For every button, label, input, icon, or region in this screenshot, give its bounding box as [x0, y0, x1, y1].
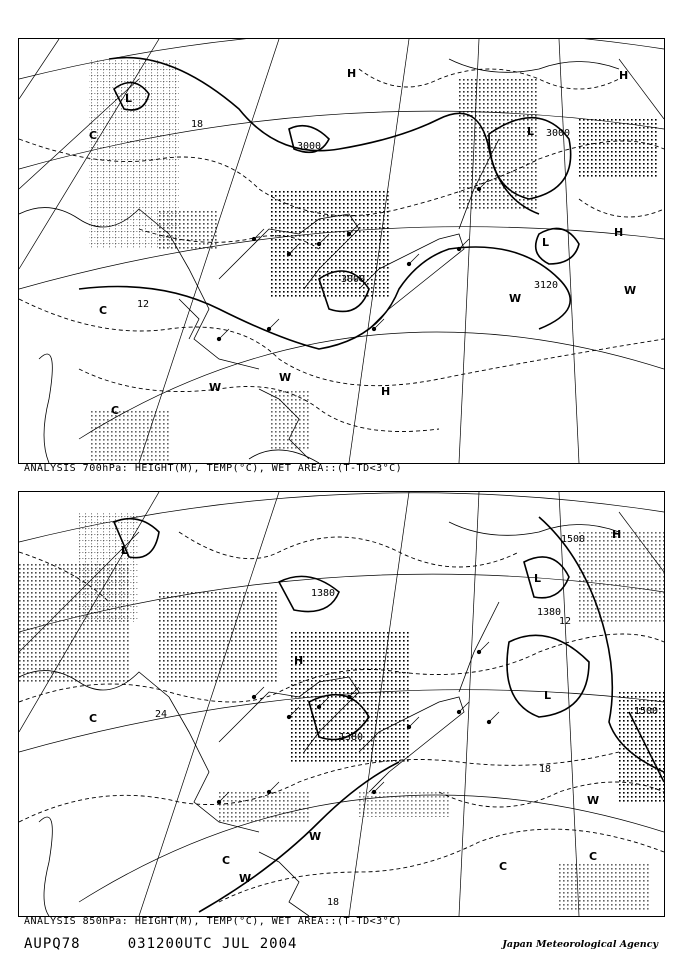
contour-label: 1500	[634, 706, 659, 717]
analysis-datetime: 031200UTC JUL 2004	[127, 936, 298, 952]
map-panel-850hpa	[18, 491, 665, 917]
low-pressure-label: L	[125, 92, 133, 105]
cold-label: C	[499, 860, 508, 873]
cold-label: C	[222, 854, 231, 867]
panel-caption: ANALYSIS 700hPa: HEIGHT(M), TEMP(°C), WET AREA::(T-TD<3°C)	[24, 463, 403, 474]
high-pressure-label: H	[614, 226, 624, 239]
low-pressure-label: L	[544, 689, 552, 702]
wet-area-shading	[89, 59, 659, 463]
map-850hpa-canvas	[19, 492, 664, 916]
map-panel-700hpa	[18, 38, 665, 464]
high-pressure-label: H	[381, 385, 391, 398]
wet-area-shading	[19, 512, 664, 912]
high-pressure-label: H	[294, 654, 304, 667]
contour-label: 1380	[537, 607, 562, 618]
chart-footer	[24, 936, 297, 952]
panel-caption: ANALYSIS 850hPa: HEIGHT(M), TEMP(°C), WET AREA::(T-TD<3°C)	[24, 916, 403, 927]
warm-label: W	[309, 830, 322, 843]
contour-label: 1380	[339, 732, 364, 743]
contour-label: 18	[191, 119, 204, 130]
high-pressure-label: H	[347, 67, 357, 80]
warm-label: W	[279, 371, 292, 384]
contour-label: 24	[155, 709, 168, 720]
cold-label: C	[111, 404, 120, 417]
chart-id: AUPQ78	[24, 936, 81, 952]
agency-name: Japan Meteorological Agency	[502, 939, 658, 950]
map-700hpa-canvas	[19, 39, 664, 463]
warm-label: W	[624, 284, 637, 297]
contour-label: 3120	[534, 280, 559, 291]
contour-label: 18	[539, 764, 552, 775]
cold-label: C	[89, 129, 98, 142]
cold-label: C	[589, 850, 598, 863]
contour-label: 18	[327, 897, 340, 908]
contour-label: 1500	[561, 534, 586, 545]
contour-label: 3000	[341, 274, 366, 285]
cold-label: C	[99, 304, 108, 317]
high-pressure-label: H	[619, 69, 629, 82]
warm-label: W	[587, 794, 600, 807]
contour-label: 12	[559, 616, 572, 627]
low-pressure-label: L	[534, 572, 542, 585]
low-pressure-label: L	[527, 125, 535, 138]
high-pressure-label: H	[612, 528, 622, 541]
low-pressure-label: L	[121, 544, 129, 557]
contour-label: 3000	[546, 128, 571, 139]
contour-label: 12	[137, 299, 150, 310]
warm-label: W	[209, 381, 222, 394]
warm-label: W	[239, 872, 252, 885]
cold-label: C	[89, 712, 98, 725]
contour-label: 1380	[311, 588, 336, 599]
contour-label: 3000	[297, 141, 322, 152]
warm-label: W	[509, 292, 522, 305]
low-pressure-label: L	[542, 236, 550, 249]
